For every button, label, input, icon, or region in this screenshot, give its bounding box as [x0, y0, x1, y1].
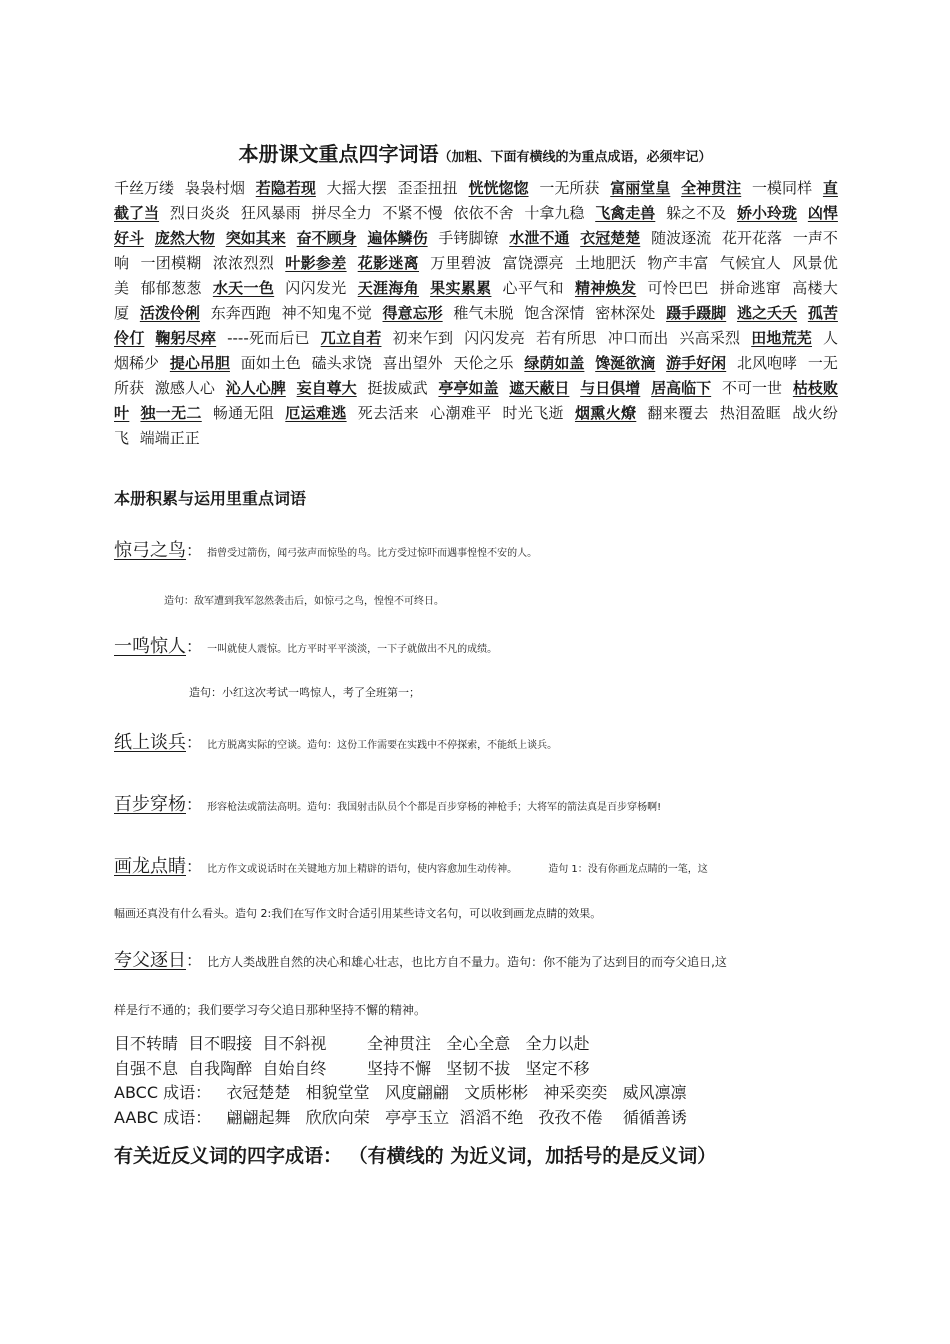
key-idiom: 得意忘形 [382, 304, 443, 322]
idiom: 喜出望外 [382, 354, 443, 372]
idiom-group-row: AABC 成语： 翩翩起舞 欣欣向荣 亭亭玉立 滔滔不绝 孜孜不倦 循循善诱 [114, 1107, 687, 1127]
key-idiom: 若隐若现 [255, 179, 316, 197]
idiom: 一无所获 [114, 354, 838, 397]
idiom: 心平气和 [502, 279, 564, 297]
entry-definition: 一叫就使人震惊。比方平时平平淡淡，一下子就做出不凡的成绩。 [207, 644, 498, 655]
entry-hualongdianjing: 画龙点睛： 比方作文或说话时在关键地方加上精辟的语句，使内容愈加生动传神。 造句 1：没有你画龙点睛的一笔，这 [114, 856, 708, 877]
key-idiom: 田地荒芜 [751, 329, 812, 347]
idiom: 面如土色 [240, 354, 301, 372]
entry-sentence: 造句：小红这次考试一鸣惊人，考了全班第一； [189, 686, 420, 699]
key-idiom: 与日俱增 [580, 379, 641, 397]
key-idiom: 遮天蔽日 [509, 379, 570, 397]
key-idiom: 叶影参差 [285, 254, 347, 272]
idiom: 躲之不及 [666, 204, 727, 222]
idiom: 随波逐流 [651, 229, 712, 247]
key-idiom: 居高临下 [651, 379, 712, 397]
key-idiom: 枯枝败叶 [114, 379, 838, 422]
idiom: 依依不舍 [453, 204, 514, 222]
key-idiom: 突如其来 [225, 229, 286, 247]
key-idiom: 水天一色 [212, 279, 275, 297]
key-idiom: 天涯海角 [357, 279, 420, 297]
entry-term: 画龙点睛 [114, 856, 186, 877]
idiom: 气候宜人 [719, 254, 782, 272]
idiom: 万里碧波 [430, 254, 492, 272]
idiom: ----死而后已 [227, 329, 310, 347]
idiom: 冲口而出 [607, 329, 669, 347]
idiom: 花开花落 [721, 229, 783, 247]
key-idiom: 逃之夭夭 [736, 304, 798, 322]
entry-sentence: 造句：敌军遭到我军忽然袭击后，如惊弓之鸟，惶惶不可终日。 [164, 596, 444, 607]
idiom: 天伦之乐 [453, 354, 514, 372]
idiom: 畅通无阻 [212, 404, 275, 422]
idiom: 端端正正 [139, 429, 200, 447]
entry-definition: 比方作文或说话时在关键地方加上精辟的语句，使内容愈加生动传神。 [207, 864, 518, 875]
idiom: 东奔西跑 [210, 304, 271, 322]
key-idiom: 精神焕发 [574, 279, 637, 297]
idiom: 富饶漂亮 [502, 254, 564, 272]
key-idiom: 兀立自若 [320, 329, 382, 347]
idiom: 不紧不慢 [382, 204, 443, 222]
idiom: 北风咆哮 [736, 354, 798, 372]
key-idiom: 娇小玲珑 [736, 204, 798, 222]
idiom: 密林深处 [595, 304, 656, 322]
entry-zhishangtanbing: 纸上谈兵： 比方脱离实际的空谈。造句：这份工作需要在实践中不停探索，不能纸上谈兵。 [114, 732, 558, 753]
idiom: 热泪盈眶 [719, 404, 782, 422]
key-idiom: 烟熏火燎 [574, 404, 637, 422]
idiom-group-row: ABCC 成语： 衣冠楚楚 相貌堂堂 风度翩翩 文质彬彬 神采奕奕 威风凛凛 [114, 1083, 687, 1102]
idiom: 翻来覆去 [647, 404, 709, 422]
idiom-group-row: 目不转睛 目不暇接 目不斜视 全神贯注 全心全意 全力以赴 [114, 1034, 590, 1053]
key-idiom: 恍恍惚惚 [468, 179, 529, 197]
key-idiom: 独一无二 [140, 404, 202, 422]
key-idiom: 厄运难逃 [285, 404, 347, 422]
key-idiom: 蹑手蹑脚 [666, 304, 727, 322]
key-idiom: 水泄不通 [509, 229, 570, 247]
idiom: 一声不响 [114, 229, 838, 272]
key-idiom: 飞禽走兽 [595, 204, 656, 222]
idiom: 时光飞逝 [502, 404, 564, 422]
entry-jinggongzhiniao: 惊弓之鸟： 指曾受过箭伤，闻弓弦声而惊坠的鸟。比方受过惊吓而遇事惶惶不安的人。 [114, 540, 538, 561]
idiom: 十拿九稳 [524, 204, 585, 222]
entry-definition: 指曾受过箭伤，闻弓弦声而惊坠的鸟。比方受过惊吓而遇事惶惶不安的人。 [207, 548, 538, 559]
idiom: 烈日炎炎 [169, 204, 230, 222]
key-idiom: 直截了当 [114, 179, 838, 222]
idiom: 一团模糊 [140, 254, 202, 272]
key-idiom: 遍体鳞伤 [367, 229, 428, 247]
idiom: 土地肥沃 [574, 254, 637, 272]
section-heading: 本册积累与运用里重点词语 [114, 489, 307, 508]
entry-term: 惊弓之鸟 [114, 540, 186, 561]
entry-yimingjingren: 一鸣惊人： 一叫就使人震惊。比方平时平平淡淡，一下子就做出不凡的成绩。 [114, 636, 498, 657]
idiom: 若有所思 [535, 329, 597, 347]
key-idiom: 馋涎欲滴 [595, 354, 656, 372]
idiom: 人烟稀少 [114, 329, 838, 372]
key-idiom: 绿荫如盖 [524, 354, 585, 372]
key-idiom: 庞然大物 [154, 229, 215, 247]
title-note: （加粗、下面有横线的为重点成语，必须牢记） [438, 150, 712, 165]
idiom: 一模同样 [752, 179, 813, 197]
idiom: 浓浓烈烈 [212, 254, 275, 272]
key-idiom: 亭亭如盖 [438, 379, 499, 397]
idiom: 风景优美 [114, 254, 838, 297]
entry-continuation: 幅画还真没有什么看头。造句 2:我们在写作文时合适引用某些诗文名句，可以收到画龙点睛的效果。 [114, 907, 602, 920]
idiom: 初来乍到 [392, 329, 454, 347]
idiom: 拼命逃窜 [719, 279, 782, 297]
idiom: 袅袅村烟 [184, 179, 245, 197]
entry-sentence: 造句 1：没有你画龙点睛的一笔，这 [548, 864, 708, 875]
idiom: 狂风暴雨 [240, 204, 301, 222]
idiom: 神不知鬼不觉 [281, 304, 372, 322]
idiom: 饱含深情 [524, 304, 585, 322]
entry-definition: 比方脱离实际的空谈。造句：这份工作需要在实践中不停探索，不能纸上谈兵。 [207, 740, 558, 751]
entry-kuafuzhuri: 夸父逐日： 比方人类战胜自然的决心和雄心壮志，也比方自不量力。造句：你不能为了达到目的而夸父追日,这 [114, 950, 727, 971]
idiom: 不可一世 [721, 379, 783, 397]
page-title [0, 138, 950, 167]
entry-term: 纸上谈兵 [114, 732, 186, 753]
entry-definition: 比方人类战胜自然的决心和雄心壮志，也比方自不量力。造句：你不能为了达到目的而夸父追日,这 [207, 955, 727, 969]
idiom: 闪闪发光 [285, 279, 347, 297]
idiom: 兴高采烈 [679, 329, 741, 347]
entry-term: 夸父逐日 [114, 950, 186, 971]
idiom: 手铐脚镣 [438, 229, 499, 247]
idiom: 高楼大厦 [114, 279, 838, 322]
title-main: 本册课文重点四字词语 [238, 142, 439, 166]
idiom: 死去活来 [357, 404, 420, 422]
idiom: 磕头求饶 [311, 354, 372, 372]
key-idiom: 孤苦伶仃 [114, 304, 838, 347]
key-idiom: 果实累累 [430, 279, 492, 297]
idiom: 歪歪扭扭 [397, 179, 458, 197]
key-idiom: 富丽堂皇 [610, 179, 671, 197]
idiom: 战火纷飞 [114, 404, 838, 447]
key-idiom: 活泼伶俐 [139, 304, 200, 322]
idiom: 大摇大摆 [326, 179, 387, 197]
idiom: 物产丰富 [647, 254, 709, 272]
idiom: 可怜巴巴 [647, 279, 709, 297]
entry-continuation: 样是行不通的；我们要学习夸父追日那种坚持不懈的精神。 [114, 1003, 427, 1017]
idiom: 郁郁葱葱 [140, 279, 202, 297]
key-idiom: 提心吊胆 [169, 354, 230, 372]
idiom-list [114, 176, 838, 451]
idiom: 一无所获 [539, 179, 600, 197]
entry-term: 百步穿杨 [114, 794, 186, 815]
idiom: 千丝万缕 [114, 179, 175, 197]
key-idiom: 游手好闲 [666, 354, 727, 372]
entry-baibuchuanyang: 百步穿杨： 形容枪法或箭法高明。造句：我国射击队员个个都是百步穿杨的神枪手；大将军的箭法真是百步穿杨啊! [114, 794, 662, 815]
key-idiom: 沁人心脾 [225, 379, 286, 397]
key-idiom: 花影迷离 [357, 254, 420, 272]
idiom-group-row: 自强不息 自我陶醉 自始自终 坚持不懈 坚韧不拔 坚定不移 [114, 1058, 590, 1078]
key-idiom: 鞠躬尽瘁 [155, 329, 217, 347]
idiom: 稚气未脱 [453, 304, 514, 322]
idiom: 心潮难平 [430, 404, 492, 422]
entry-definition: 形容枪法或箭法高明。造句：我国射击队员个个都是百步穿杨的神枪手；大将军的箭法真是百步穿杨啊! [207, 802, 662, 813]
key-idiom: 衣冠楚楚 [580, 229, 641, 247]
key-idiom: 妄自尊大 [296, 379, 357, 397]
idiom: 激感人心 [154, 379, 215, 397]
idiom: 拼尽全力 [311, 204, 372, 222]
synonym-antonym-heading: 有关近反义词的四字成语： （有横线的 为近义词，加括号的是反义词） [114, 1145, 717, 1167]
key-idiom: 全神贯注 [681, 179, 742, 197]
idiom: 挺拔威武 [367, 379, 428, 397]
idiom: 闪闪发亮 [464, 329, 525, 347]
idiom-group-list [114, 1032, 687, 1130]
key-idiom: 奋不顾身 [296, 229, 357, 247]
key-idiom: 凶悍好斗 [114, 204, 838, 247]
entry-term: 一鸣惊人 [114, 636, 186, 657]
